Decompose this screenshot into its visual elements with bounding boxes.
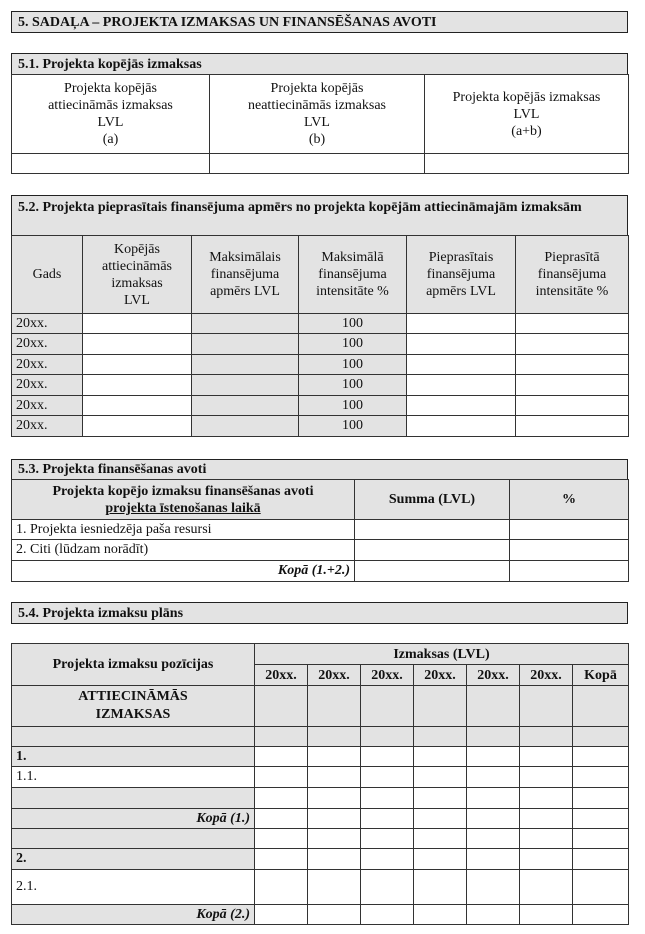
- s53-header: [11, 459, 628, 480]
- s52-col-year: Gads: [12, 236, 83, 314]
- s53-col-sources: Projekta kopējo izmaksu finansēšanas avoti projekta īstenošanas laikā: [12, 480, 355, 520]
- table-row: [12, 314, 629, 334]
- s54-cell[interactable]: [414, 870, 467, 905]
- s51-value-a[interactable]: [12, 154, 210, 174]
- s54-year-col: 20xx.: [414, 665, 467, 686]
- s52-req-amount-cell[interactable]: [407, 355, 516, 375]
- s54-cell[interactable]: [467, 870, 520, 905]
- s54-cell[interactable]: [414, 788, 467, 809]
- s54-year-col: 20xx.: [520, 665, 573, 686]
- s54-cell: [361, 727, 414, 747]
- s54-cell: [414, 727, 467, 747]
- table-row: [12, 561, 629, 582]
- s54-cell[interactable]: [573, 829, 629, 849]
- s53-table: [11, 479, 629, 582]
- s54-cell[interactable]: [467, 809, 520, 829]
- table-row: [12, 396, 629, 416]
- s54-cell[interactable]: [520, 905, 573, 925]
- s54-header: [11, 602, 628, 624]
- s54-cell[interactable]: [573, 809, 629, 829]
- s53-pct-cell[interactable]: [510, 540, 629, 561]
- s52-req-amount-cell[interactable]: [407, 375, 516, 396]
- s54-cell[interactable]: [573, 767, 629, 788]
- s54-cell[interactable]: [308, 870, 361, 905]
- s52-total-cell[interactable]: [83, 375, 192, 396]
- s54-cell[interactable]: [573, 870, 629, 905]
- s52-table: [11, 235, 629, 437]
- s52-year: 20xx.: [12, 334, 83, 355]
- s54-cell[interactable]: [255, 809, 308, 829]
- s52-col-max-intensity: Maksimālā finansējuma intensitāte %: [299, 236, 407, 314]
- s54-cell[interactable]: [361, 849, 414, 870]
- s51-value-b[interactable]: [210, 154, 425, 174]
- s54-cell[interactable]: [255, 870, 308, 905]
- s54-cell: [573, 727, 629, 747]
- s51-header: [11, 53, 628, 75]
- s53-total-sum-cell[interactable]: [355, 561, 510, 582]
- s54-spacer: [12, 829, 255, 849]
- s54-cell[interactable]: [308, 809, 361, 829]
- s54-cell[interactable]: [255, 849, 308, 870]
- s54-cell: [520, 686, 573, 727]
- s52-req-intensity-cell[interactable]: [516, 416, 629, 437]
- table-row: [12, 375, 629, 396]
- s52-year: 20xx.: [12, 416, 83, 437]
- s52-total-cell[interactable]: [83, 334, 192, 355]
- s52-max-amount-cell[interactable]: [192, 355, 299, 375]
- s54-cell[interactable]: [414, 849, 467, 870]
- s52-max-amount-cell[interactable]: [192, 314, 299, 334]
- s54-item-1-1: 1.1.: [12, 767, 255, 788]
- s51-table: [11, 74, 629, 174]
- s54-year-col: 20xx.: [255, 665, 308, 686]
- s54-cell[interactable]: [361, 829, 414, 849]
- s52-req-amount-cell[interactable]: [407, 314, 516, 334]
- s53-pct-cell[interactable]: [510, 520, 629, 540]
- s54-year-col: 20xx.: [308, 665, 361, 686]
- s52-max-amount-cell[interactable]: [192, 396, 299, 416]
- s54-spacer: [12, 788, 255, 809]
- s54-cell: [414, 686, 467, 727]
- s52-year: 20xx.: [12, 396, 83, 416]
- s51-value-ab[interactable]: [425, 154, 629, 174]
- s52-req-amount-cell[interactable]: [407, 416, 516, 437]
- s54-cell[interactable]: [414, 829, 467, 849]
- s52-title: 5.2. Projekta pieprasītais finansējuma apmērs no projekta kopējām attiecināmajām izmaksām: [18, 200, 582, 215]
- s52-max-intensity: 100: [299, 355, 407, 375]
- s54-cell[interactable]: [520, 747, 573, 767]
- s52-max-amount-cell[interactable]: [192, 375, 299, 396]
- s54-cell: [467, 686, 520, 727]
- table-row: [12, 540, 629, 561]
- s54-cell[interactable]: [467, 829, 520, 849]
- s54-cell[interactable]: [520, 849, 573, 870]
- s54-cell[interactable]: [308, 767, 361, 788]
- s54-cell: [573, 686, 629, 727]
- s54-cell[interactable]: [255, 747, 308, 767]
- s53-col-sum: Summa (LVL): [355, 480, 510, 520]
- s52-col-total: Kopējās attiecināmās izmaksas LVL: [83, 236, 192, 314]
- s52-col-req-amount: Pieprasītais finansējuma apmērs LVL: [407, 236, 516, 314]
- s54-year-col: 20xx.: [361, 665, 414, 686]
- s54-cell[interactable]: [573, 788, 629, 809]
- s54-cell[interactable]: [414, 767, 467, 788]
- s54-cell[interactable]: [467, 905, 520, 925]
- table-row: [12, 416, 629, 437]
- s54-cell[interactable]: [414, 809, 467, 829]
- s53-sum-cell[interactable]: [355, 540, 510, 561]
- s54-cell[interactable]: [520, 809, 573, 829]
- s52-req-intensity-cell[interactable]: [516, 355, 629, 375]
- s53-sum-cell[interactable]: [355, 520, 510, 540]
- s54-cell[interactable]: [255, 767, 308, 788]
- s52-max-intensity: 100: [299, 416, 407, 437]
- s54-item-1: 1.: [12, 747, 255, 767]
- s54-cell: [308, 686, 361, 727]
- s52-max-amount-cell[interactable]: [192, 416, 299, 437]
- s54-cell[interactable]: [467, 849, 520, 870]
- s52-col-req-intensity: Pieprasītā finansējuma intensitāte %: [516, 236, 629, 314]
- s52-req-amount-cell[interactable]: [407, 396, 516, 416]
- s52-total-cell[interactable]: [83, 396, 192, 416]
- s52-req-intensity-cell[interactable]: [516, 396, 629, 416]
- s54-total-2: Kopā (2.): [12, 905, 255, 925]
- s54-cell[interactable]: [361, 870, 414, 905]
- section-header: [11, 11, 628, 33]
- s52-col-max-amount: Maksimālais finansējuma apmērs LVL: [192, 236, 299, 314]
- s54-cell: [520, 727, 573, 747]
- s54-cell[interactable]: [520, 788, 573, 809]
- s54-cell[interactable]: [361, 905, 414, 925]
- s54-cell[interactable]: [520, 829, 573, 849]
- s54-cell[interactable]: [520, 767, 573, 788]
- s53-source-label: 2. Citi (lūdzam norādīt): [12, 540, 355, 561]
- s54-eligible-heading: ATTIECINĀMĀS IZMAKSAS: [12, 686, 255, 727]
- s54-cell: [255, 727, 308, 747]
- s54-cell: [308, 727, 361, 747]
- s52-year: 20xx.: [12, 314, 83, 334]
- s53-source-label: 1. Projekta iesniedzēja paša resursi: [12, 520, 355, 540]
- s54-spacer: [12, 727, 255, 747]
- s52-max-intensity: 100: [299, 396, 407, 416]
- s54-cell[interactable]: [414, 747, 467, 767]
- s54-item-2-1: 2.1.: [12, 870, 255, 905]
- s54-cell: [361, 686, 414, 727]
- s51-col-a: Projekta kopējās attiecināmās izmaksas LVL (a): [12, 75, 210, 154]
- s52-total-cell[interactable]: [83, 416, 192, 437]
- s54-col-positions: Projekta izmaksu pozīcijas: [12, 644, 255, 686]
- s52-req-intensity-cell[interactable]: [516, 334, 629, 355]
- s54-cell[interactable]: [308, 788, 361, 809]
- s54-cell[interactable]: [414, 905, 467, 925]
- s54-cell[interactable]: [573, 747, 629, 767]
- s52-max-intensity: 100: [299, 314, 407, 334]
- s54-item-2: 2.: [12, 849, 255, 870]
- s54-cell[interactable]: [361, 809, 414, 829]
- s54-cell[interactable]: [308, 829, 361, 849]
- s53-total-label: Kopā (1.+2.): [12, 561, 355, 582]
- s54-cell[interactable]: [308, 849, 361, 870]
- s52-header: [11, 195, 628, 236]
- s54-cell[interactable]: [255, 788, 308, 809]
- s54-cell[interactable]: [255, 905, 308, 925]
- s51-col-b: Projekta kopējās neattiecināmās izmaksas LVL (b): [210, 75, 425, 154]
- s52-req-amount-cell[interactable]: [407, 334, 516, 355]
- s54-cell[interactable]: [467, 788, 520, 809]
- s54-total-col: Kopā: [573, 665, 629, 686]
- s54-cell[interactable]: [573, 905, 629, 925]
- s54-cell[interactable]: [361, 767, 414, 788]
- s54-cell[interactable]: [308, 747, 361, 767]
- s53-title: 5.3. Projekta finansēšanas avoti: [18, 462, 207, 477]
- s54-total-1: Kopā (1.): [12, 809, 255, 829]
- s52-year: 20xx.: [12, 375, 83, 396]
- table-row: [12, 334, 629, 355]
- s52-total-cell[interactable]: [83, 314, 192, 334]
- s54-cell[interactable]: [467, 767, 520, 788]
- s54-cell: [467, 727, 520, 747]
- s54-cell[interactable]: [573, 849, 629, 870]
- table-row: [12, 355, 629, 375]
- s54-cell: [255, 686, 308, 727]
- s54-cell[interactable]: [467, 747, 520, 767]
- s54-title: 5.4. Projekta izmaksu plāns: [18, 606, 184, 621]
- s54-table: [11, 643, 629, 925]
- s51-col-ab: Projekta kopējās izmaksas LVL (a+b): [425, 75, 629, 154]
- s52-max-intensity: 100: [299, 375, 407, 396]
- s54-year-col: 20xx.: [467, 665, 520, 686]
- s54-cell[interactable]: [520, 870, 573, 905]
- table-row: [12, 520, 629, 540]
- s52-max-intensity: 100: [299, 334, 407, 355]
- s53-col-pct: %: [510, 480, 629, 520]
- s52-req-intensity-cell[interactable]: [516, 375, 629, 396]
- s54-cell[interactable]: [361, 747, 414, 767]
- s52-max-amount-cell[interactable]: [192, 334, 299, 355]
- s54-cell[interactable]: [308, 905, 361, 925]
- s53-total-pct-cell[interactable]: [510, 561, 629, 582]
- s54-cell[interactable]: [361, 788, 414, 809]
- s54-col-costs: Izmaksas (LVL): [255, 644, 629, 665]
- s52-req-intensity-cell[interactable]: [516, 314, 629, 334]
- section-title: 5. SADAĻA – PROJEKTA IZMAKSAS UN FINANSĒŠANAS AVOTI: [18, 15, 437, 30]
- s52-total-cell[interactable]: [83, 355, 192, 375]
- s51-title: 5.1. Projekta kopējās izmaksas: [18, 57, 202, 72]
- s54-cell[interactable]: [255, 829, 308, 849]
- s52-year: 20xx.: [12, 355, 83, 375]
